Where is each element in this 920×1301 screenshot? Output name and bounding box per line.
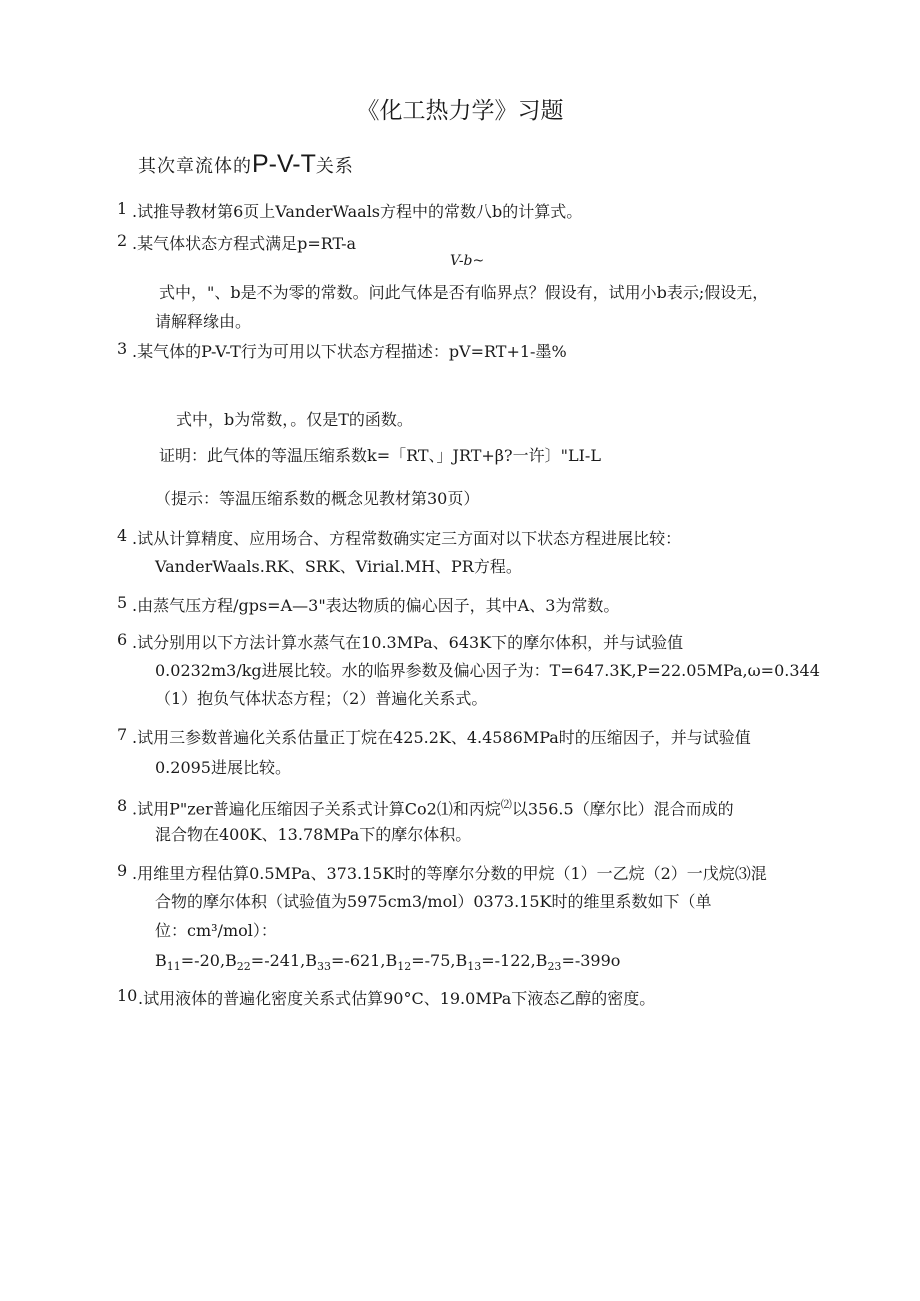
question-text: .试分别用以下方法计算水蒸气在10.3MPa、643K下的摩尔体积，并与试验值 — [132, 633, 684, 652]
question-text: .由蒸气压方程/gps=A—3"表达物质的偏心因子，其中A、3为常数。 — [132, 596, 620, 615]
question-number: 10 — [117, 986, 138, 1005]
question-text: 式中，"、b是不为零的常数。问此气体是否有临界点？假设有，试用小b表示;假设无， — [159, 283, 769, 302]
question-text: 0.2095进展比较。 — [155, 758, 291, 777]
question-text: .试从计算精度、应用场合、方程常数确实定三方面对以下状态方程进展比较： — [132, 529, 682, 548]
question-hint: （提示：等温压缩系数的概念见教材第30页） — [155, 489, 480, 508]
virial-coefficients: $B_{11}=-20,B_{22}=-241,B_{33}=-621,B_{12}=-75,B_{13}=-122,B_{23}=-399o$ — [155, 951, 621, 974]
question-text: 请解释缘由。 — [155, 312, 252, 331]
question-number: 5 — [117, 593, 128, 612]
question-text: .试用三参数普遍化关系估量正丁烷在425.2K、4.4586MPa时的压缩因子，并与试验值 — [132, 728, 751, 747]
question-text: （1）抱负气体状态方程；（2）普遍化关系式。 — [155, 689, 488, 708]
question-number: 3 — [117, 339, 128, 358]
question-number: 1 — [117, 199, 128, 218]
chapter-prefix: 其次章流体的 — [138, 156, 252, 177]
question-text: .试用液体的普遍化密度关系式估算90°C、19.0MPa下液态乙醇的密度。 — [138, 989, 656, 1008]
question-text: 式中，b为常数，。仅是T的函数。 — [176, 410, 413, 429]
question-text: 合物的摩尔体积（试验值为5975cm3/mol）0373.15K时的维里系数如下（单 — [155, 892, 712, 911]
question-number: 8 — [117, 796, 128, 815]
question-text: 混合物在400K、13.78MPa下的摩尔体积。 — [155, 825, 472, 844]
question-number: 7 — [117, 725, 128, 744]
question-text: .用维里方程估算0.5MPa、373.15K时的等摩尔分数的甲烷（1）一乙烷（2）一戊烷⑶混 — [132, 864, 767, 883]
question-number: 9 — [117, 861, 128, 880]
chapter-heading — [138, 150, 354, 179]
formula-denominator: V-b~ — [450, 253, 485, 269]
question-text: 证明：此气体的等温压缩系数k=「RT、」JRT+β?一许〕"LI-L — [159, 446, 601, 465]
page-title: 《化工热力学》习题 — [356, 98, 564, 124]
chapter-suffix: 关系 — [315, 156, 354, 177]
question-number: 6 — [117, 630, 128, 649]
question-number: 4 — [117, 526, 128, 545]
question-text-part: 以356.5（摩尔比）混合而成的 — [511, 799, 734, 819]
question-text: .试推导教材第6页上VanderWaals方程中的常数八b的计算式。 — [132, 202, 583, 221]
question-text: VanderWaals.RK、SRK、Virial.MH、PR方程。 — [155, 557, 522, 576]
question-text-part: .试用P"zer普遍化压缩因子关系式计算Co2⑴和丙烷 — [132, 799, 501, 819]
footnote-mark: ⑵ — [500, 798, 512, 811]
question-text: .某气体状态方程式满足p=RT-a — [132, 234, 357, 253]
chapter-pvt: P-V-T — [252, 150, 316, 178]
question-text: 0.0232m3/kg进展比较。水的临界参数及偏心因子为：T=647.3K,P=22.05MPa,ω=0.344 — [155, 661, 820, 680]
question-text — [132, 796, 734, 819]
question-text: 位：cm³/mol）： — [155, 921, 277, 940]
question-number: 2 — [117, 231, 128, 250]
question-text: .某气体的P-V-T行为可用以下状态方程描述：pV=RT+1-墨% — [132, 342, 567, 361]
